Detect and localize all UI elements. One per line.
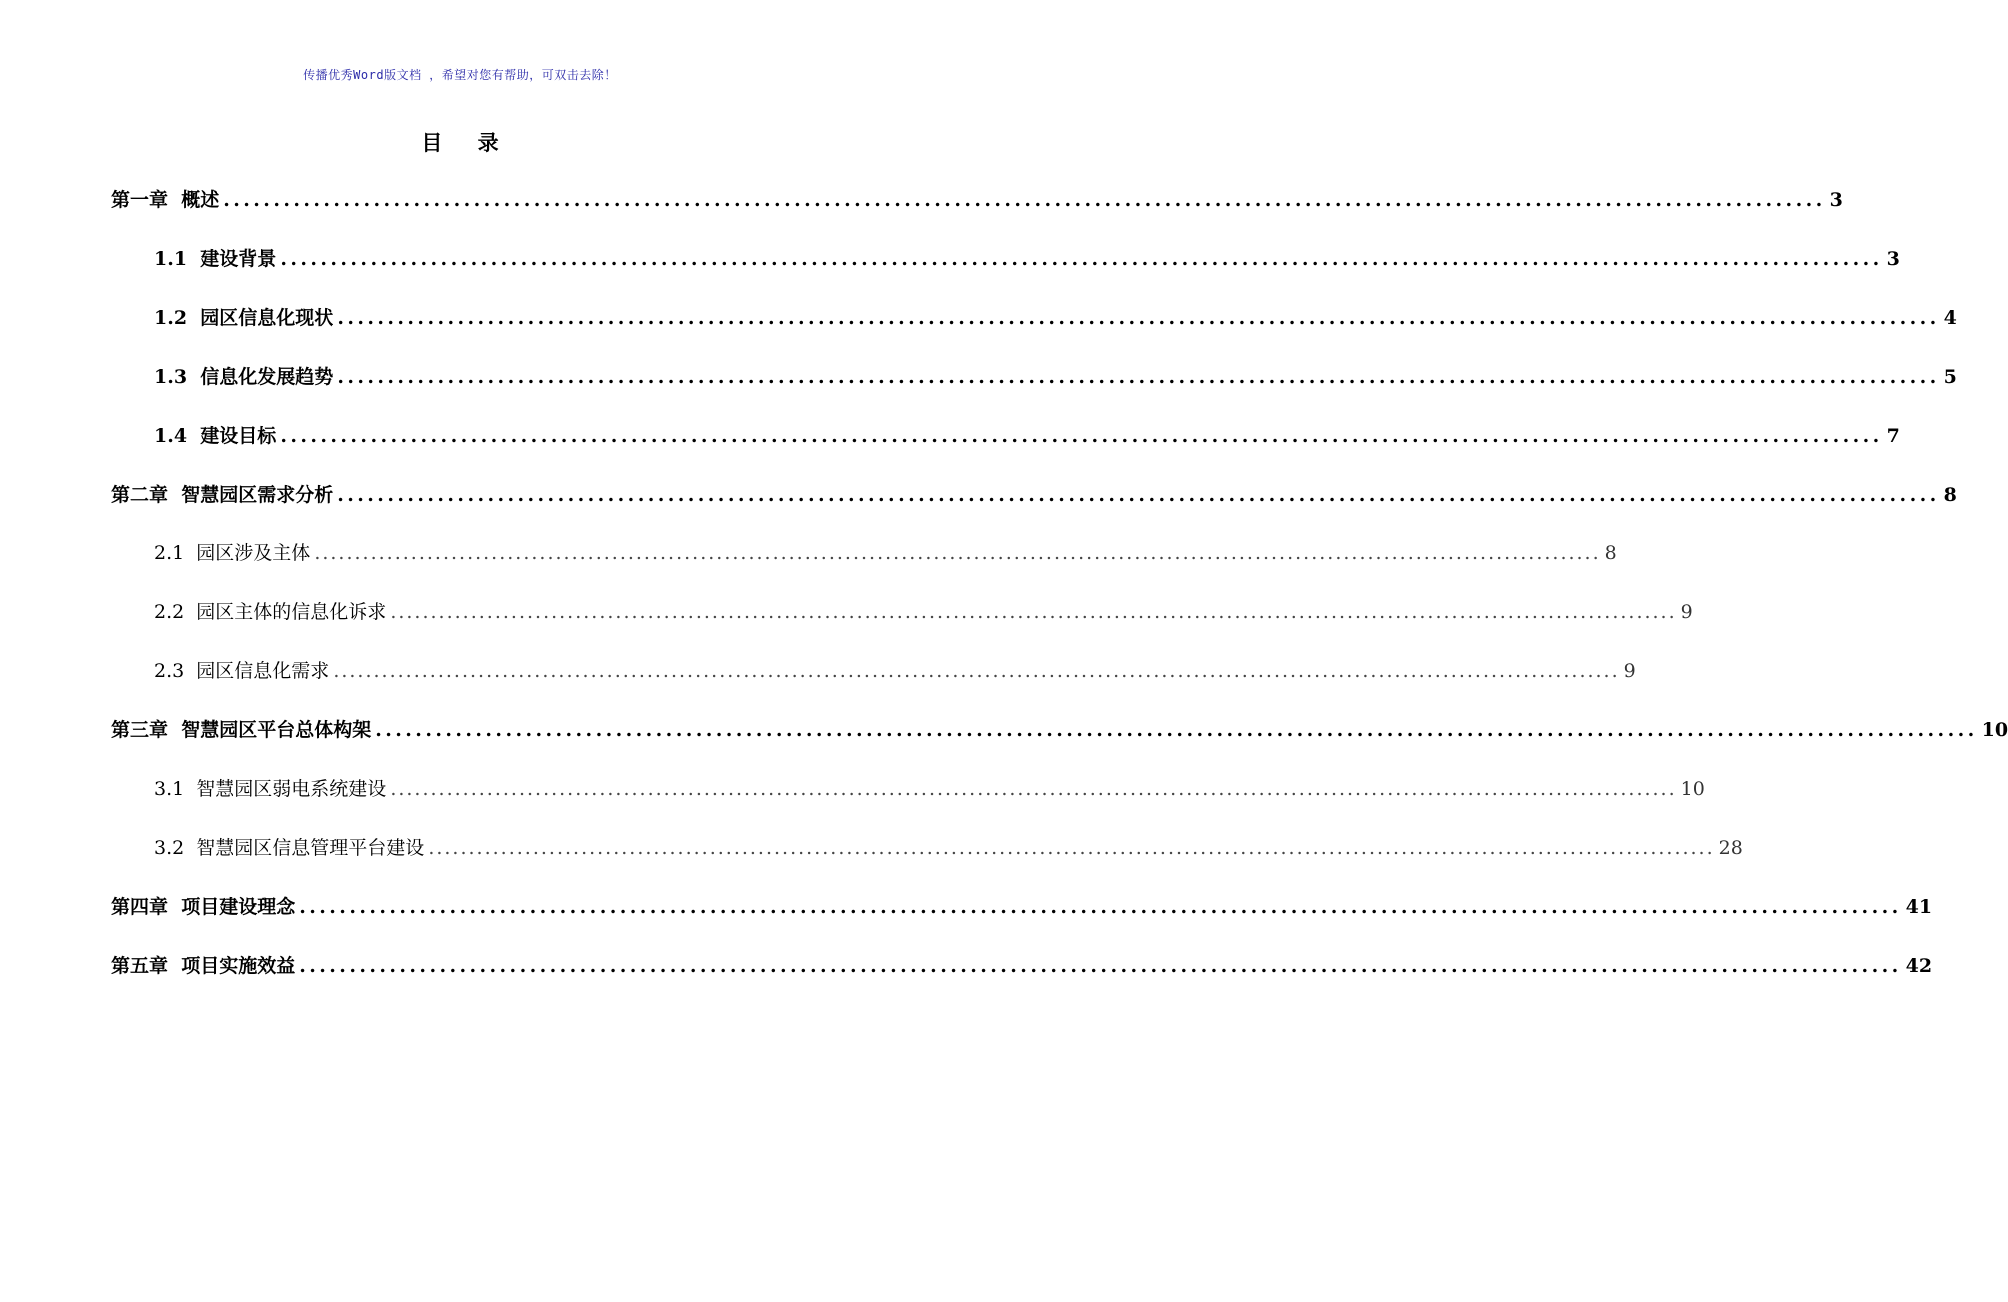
toc-entry[interactable] bbox=[154, 241, 1900, 277]
toc-entry-page: 10 bbox=[1981, 719, 2008, 742]
toc-entry-label: 智慧园区弱电系统建设 bbox=[196, 778, 387, 800]
toc-entry-number: 2.2 bbox=[154, 601, 197, 624]
toc-entry-label: 信息化发展趋势 bbox=[200, 365, 334, 388]
toc-leader-dots: ................................................................................................................................................................ bbox=[299, 954, 1902, 977]
toc-entry-page: 5 bbox=[1943, 365, 1957, 388]
toc-entry[interactable] bbox=[154, 300, 1957, 336]
toc-entry-page: 9 bbox=[1623, 660, 1636, 683]
toc-entry-label: 园区信息化需求 bbox=[196, 660, 330, 683]
toc-entry-label: 项目建设理念 bbox=[181, 895, 296, 918]
toc-entry[interactable] bbox=[154, 418, 1900, 454]
toc-entry-number: 第三章 bbox=[111, 719, 182, 742]
toc-entry-number: 3.1 bbox=[154, 778, 197, 800]
toc-entry[interactable] bbox=[154, 771, 1705, 807]
toc-entry[interactable] bbox=[154, 830, 1743, 866]
toc-entry-label: 园区信息化现状 bbox=[200, 306, 334, 329]
toc-title: 目 录 bbox=[421, 130, 513, 155]
toc-entry-page: 3 bbox=[1886, 247, 1900, 270]
toc-leader-dots: ................................................................................................................................................................ bbox=[337, 306, 1940, 329]
toc-entry-number: 1.3 bbox=[154, 365, 201, 388]
toc-entry-label: 建设背景 bbox=[200, 247, 277, 270]
toc-entry-number: 2.1 bbox=[154, 542, 197, 565]
toc-entry-page: 3 bbox=[1829, 189, 1843, 211]
toc-leader-dots: ................................................................................................................................................................ bbox=[280, 424, 1883, 447]
toc-entry[interactable] bbox=[111, 948, 1933, 984]
toc-entry-label: 建设目标 bbox=[200, 424, 277, 447]
toc-entry-number: 3.2 bbox=[154, 836, 197, 859]
toc-entry-label: 智慧园区信息管理平台建设 bbox=[196, 836, 425, 859]
toc-leader-dots: ................................................................................................................................................................ bbox=[333, 660, 1620, 683]
toc-entry-number: 1.2 bbox=[154, 306, 201, 329]
toc-leader-dots: ................................................................................................................................................................ bbox=[375, 719, 1978, 742]
toc-entry-label: 园区涉及主体 bbox=[196, 542, 311, 565]
toc-entry-page: 8 bbox=[1604, 542, 1617, 565]
toc-entry-label: 智慧园区需求分析 bbox=[181, 483, 334, 506]
toc-leader-dots: ................................................................................................................................................................ bbox=[223, 189, 1826, 211]
toc-entry[interactable] bbox=[111, 712, 2008, 748]
toc-leader-dots: ................................................................................................................................................................ bbox=[337, 483, 1940, 506]
toc-entry-label: 园区主体的信息化诉求 bbox=[196, 601, 387, 624]
toc-leader-dots: ................................................................................................................................................................ bbox=[337, 365, 1940, 388]
toc-entry[interactable] bbox=[154, 594, 1693, 630]
toc-entry[interactable] bbox=[154, 359, 1957, 395]
toc-entry-number: 1.1 bbox=[154, 247, 201, 270]
toc-entry-number: 第二章 bbox=[111, 483, 182, 506]
toc-leader-dots: ................................................................................................................................................................ bbox=[390, 601, 1677, 624]
toc-entry-page: 8 bbox=[1943, 483, 1957, 506]
toc-entry-label: 项目实施效益 bbox=[181, 954, 296, 977]
toc-entry-number: 2.3 bbox=[154, 660, 197, 683]
toc-entry-page: 28 bbox=[1718, 836, 1743, 859]
toc-entry-number: 1.4 bbox=[154, 424, 201, 447]
toc-leader-dots: ................................................................................................................................................................ bbox=[314, 542, 1601, 565]
header-note: 传播优秀Word版文档 ，希望对您有帮助，可双击去除！ bbox=[303, 68, 617, 82]
toc-entry-page: 9 bbox=[1680, 601, 1693, 624]
toc-entry[interactable] bbox=[154, 535, 1617, 571]
toc-entry-number: 第五章 bbox=[111, 954, 182, 977]
toc-leader-dots: ................................................................................................................................................................ bbox=[390, 778, 1677, 800]
toc-entry[interactable] bbox=[111, 477, 1957, 513]
toc-entry[interactable] bbox=[111, 889, 1933, 925]
toc-entry-page: 41 bbox=[1905, 895, 1933, 918]
toc-entry-label: 智慧园区平台总体构架 bbox=[181, 719, 372, 742]
toc-leader-dots: ................................................................................................................................................................ bbox=[299, 895, 1902, 918]
toc-entry-page: 7 bbox=[1886, 424, 1900, 447]
toc-entry-page: 4 bbox=[1943, 306, 1957, 329]
toc-entry-number: 第一章 bbox=[111, 189, 182, 211]
toc-entry[interactable] bbox=[111, 182, 1843, 218]
toc-entry-label: 概述 bbox=[181, 189, 220, 211]
toc-entry-page: 10 bbox=[1680, 778, 1705, 800]
toc-leader-dots: ................................................................................................................................................................ bbox=[428, 836, 1715, 859]
toc-entry-number: 第四章 bbox=[111, 895, 182, 918]
toc-leader-dots: ................................................................................................................................................................ bbox=[280, 247, 1883, 270]
toc-entry-page: 42 bbox=[1905, 954, 1933, 977]
toc-entry[interactable] bbox=[154, 653, 1636, 689]
